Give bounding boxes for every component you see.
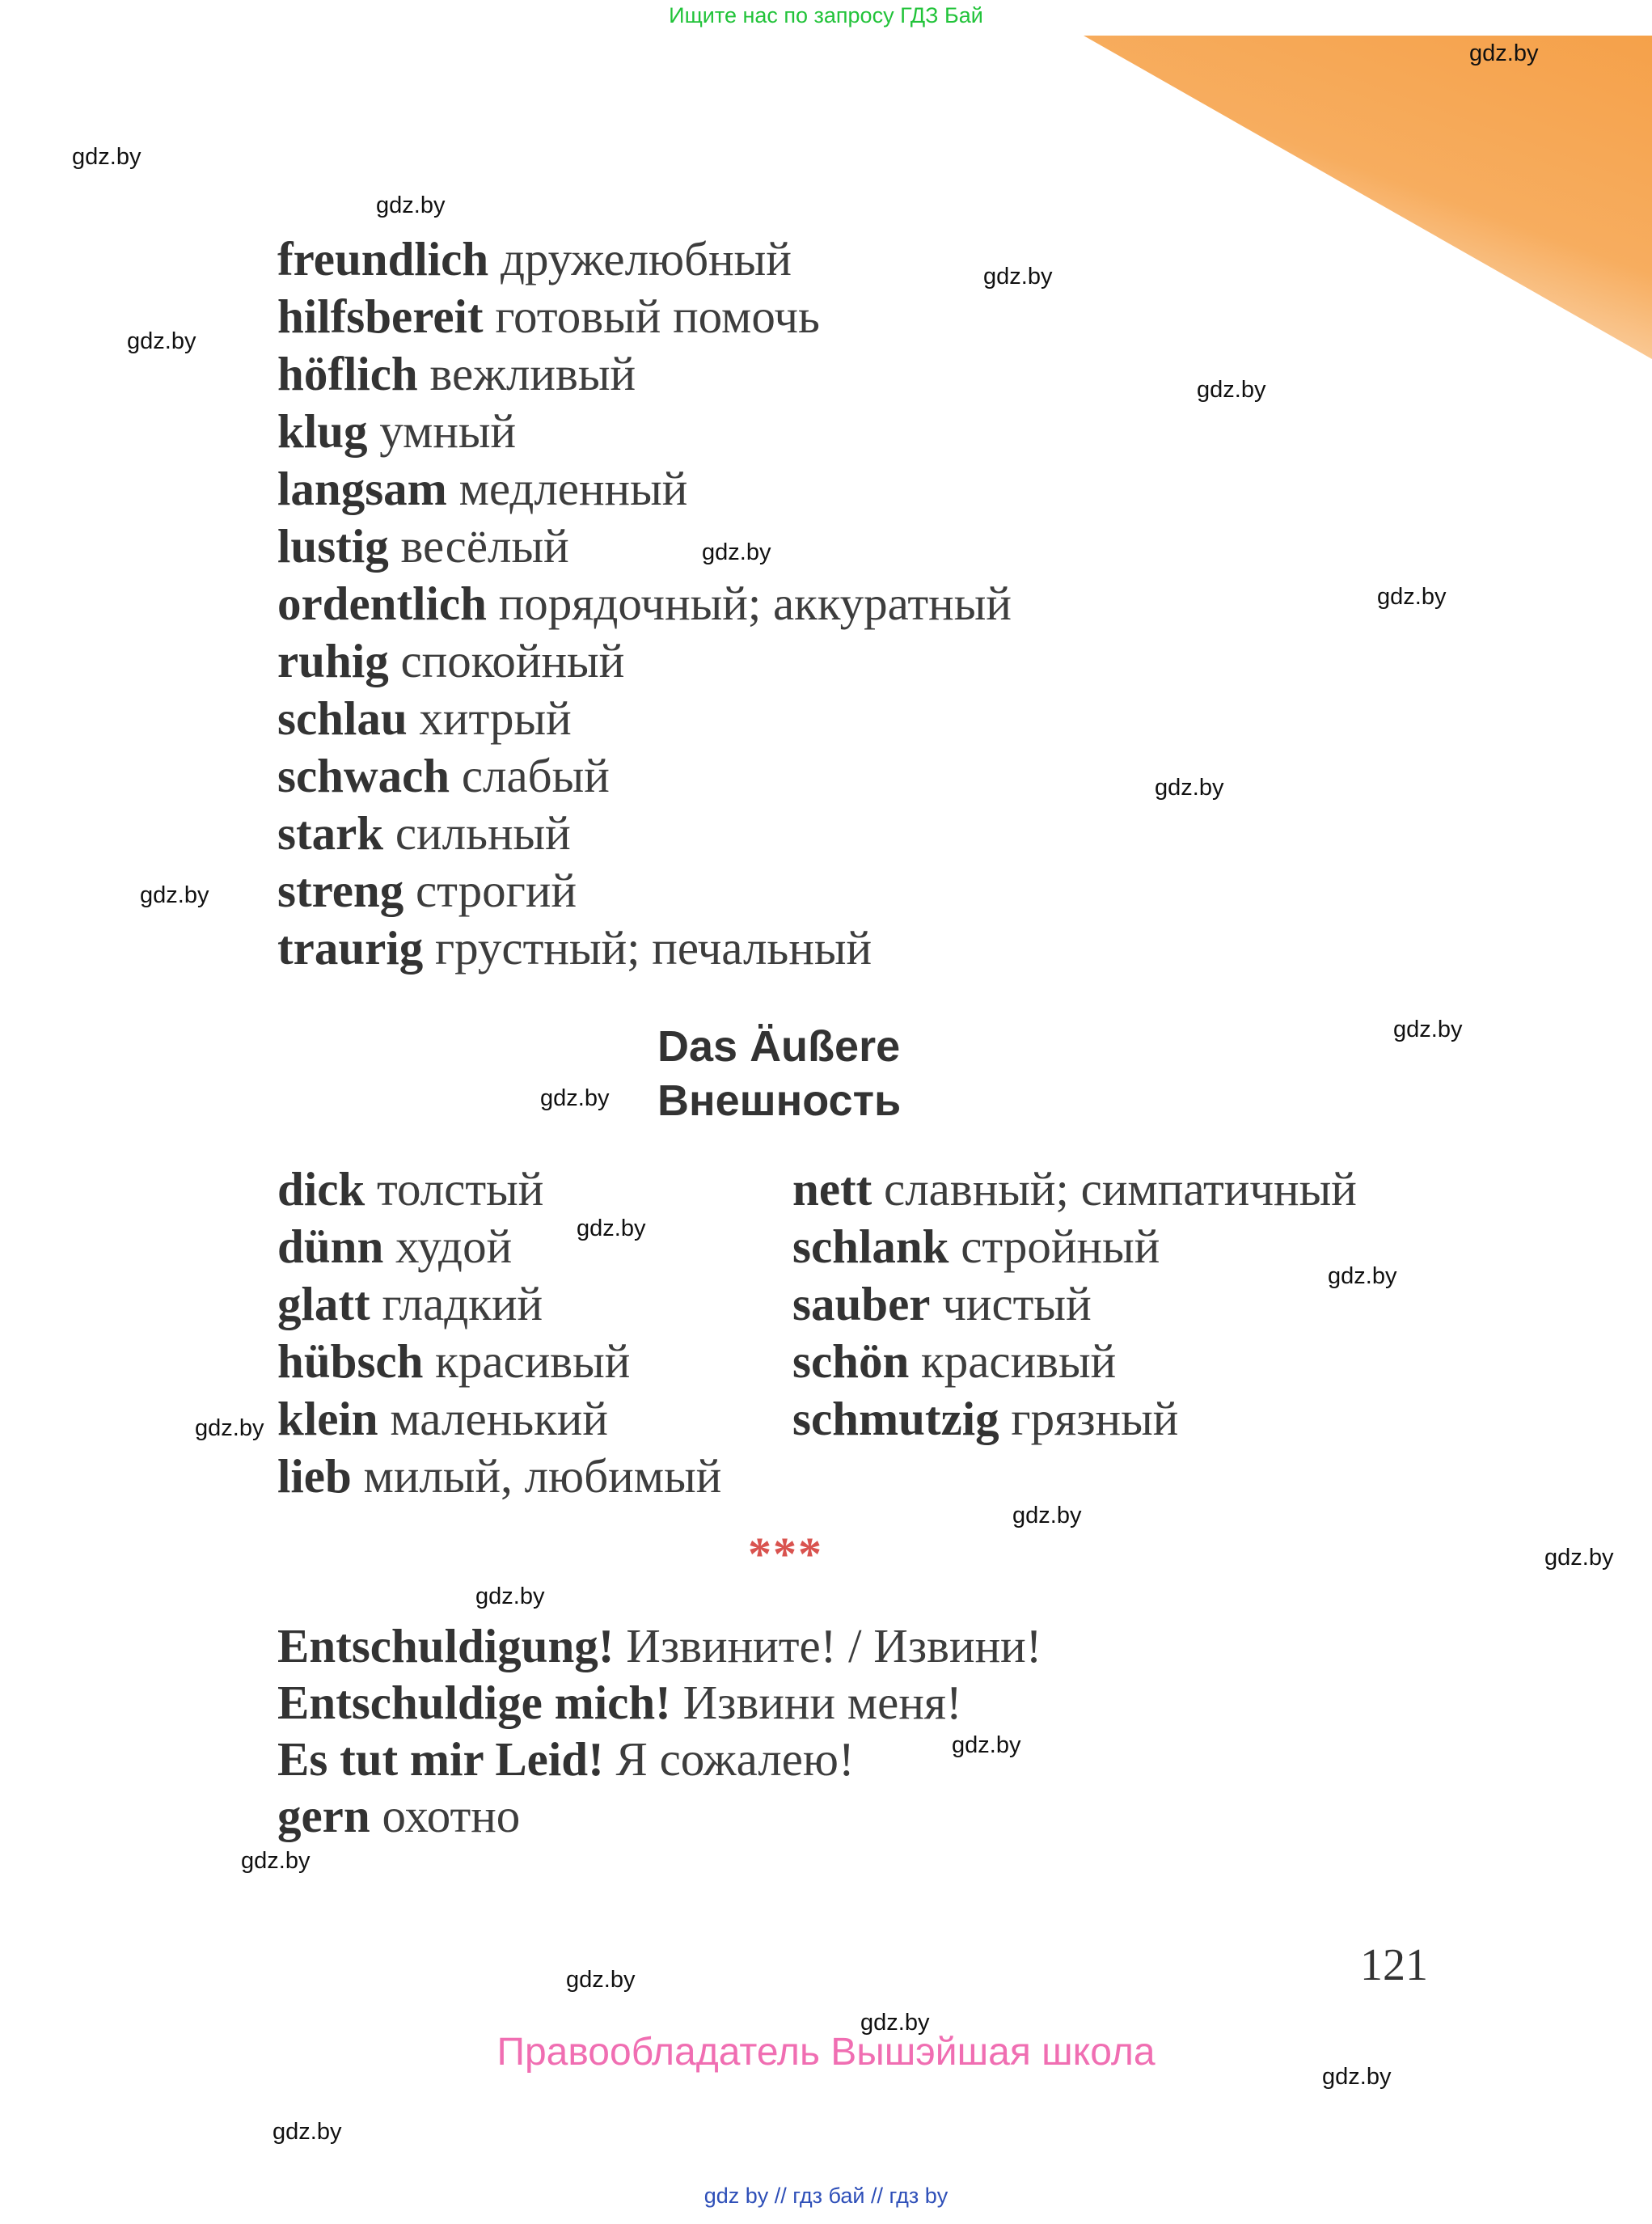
watermark: gdz.by [1544,1545,1614,1571]
word-entry: sauber чистый [792,1277,1092,1330]
orange-corner-decoration [1084,36,1652,359]
watermark: gdz.by [140,882,209,908]
word-entry: klein маленький [277,1392,608,1445]
watermark: gdz.by [195,1415,264,1441]
character-word-list [277,230,1012,977]
phrase-list [277,1617,1041,1844]
watermark: gdz.by [983,264,1053,290]
word-entry: schön красивый [792,1334,1117,1388]
watermark: gdz.by [566,1967,636,1993]
word-entry: ordentlich порядочный; аккуратный [277,577,1012,630]
watermark: gdz.by [577,1216,646,1241]
word-entry: klug умный [277,404,517,458]
word-entry: streng строгий [277,864,577,917]
word-entry: traurig грустный; печальный [277,921,872,975]
word-entry: stark сильный [277,806,571,860]
word-entry: schlau хитрый [277,691,572,745]
word-entry: schmutzig грязный [792,1392,1179,1445]
word-entry: langsam медленный [277,462,688,515]
watermark: gdz.by [1377,584,1447,610]
word-entry: höflich вежливый [277,347,636,400]
word-entry: schwach слабый [277,749,610,802]
rights-holder: Правообладатель Вышэйшая школа [496,2031,1156,2074]
top-banner[interactable]: Ищите нас по запросу ГДЗ Бай [669,3,983,27]
word-entry: dick толстый [277,1162,544,1216]
watermark: gdz.by [475,1583,545,1609]
watermark: gdz.by [241,1848,311,1874]
watermark: gdz.by [1469,40,1539,66]
watermark: gdz.by [376,192,446,218]
watermark: gdz.by [540,1085,610,1111]
separator-stars: *** [748,1528,823,1580]
watermark: gdz.by [72,144,142,170]
watermark: gdz.by [1393,1017,1463,1042]
page-number: 121 [1360,1940,1428,1990]
watermark: gdz.by [1197,377,1266,403]
word-entry: ruhig спокойный [277,634,625,687]
phrase-entry: gern охотно [277,1789,521,1842]
word-entry: lieb милый, любимый [277,1449,722,1503]
phrase-entry: Entschuldigung! Извините! / Извини! [277,1619,1042,1672]
watermark: gdz.by [1012,1503,1082,1528]
watermark: gdz.by [702,539,771,565]
watermark: gdz.by [273,2119,342,2145]
watermark: gdz.by [952,1732,1021,1758]
word-entry: schlank стройный [792,1220,1160,1273]
word-entry: freundlich дружелюбный [277,232,792,285]
watermark: gdz.by [1155,775,1224,801]
phrase-entry: Entschuldige mich! Извини меня! [277,1676,962,1729]
watermark: gdz.by [1328,1263,1397,1289]
word-entry: glatt гладкий [277,1277,543,1330]
word-entry: lustig весёлый [277,519,569,573]
appearance-left-column [277,1161,721,1505]
watermark: gdz.by [127,328,196,354]
watermark: gdz.by [860,2010,930,2036]
phrase-entry: Es tut mir Leid! Я сожалею! [277,1732,855,1786]
word-entry: dünn худой [277,1220,513,1273]
section-title-ru: Внешность [657,1076,902,1125]
watermark: gdz.by [1322,2064,1392,2090]
word-entry: nett славный; симпатичный [792,1162,1357,1216]
footer-links[interactable]: gdz by // гдз бай // гдз by [703,2184,949,2208]
word-entry: hilfsbereit готовый помочь [277,290,820,343]
section-title-de: Das Äußere [657,1022,901,1071]
appearance-right-column [792,1161,1357,1448]
word-entry: hübsch красивый [277,1334,631,1388]
